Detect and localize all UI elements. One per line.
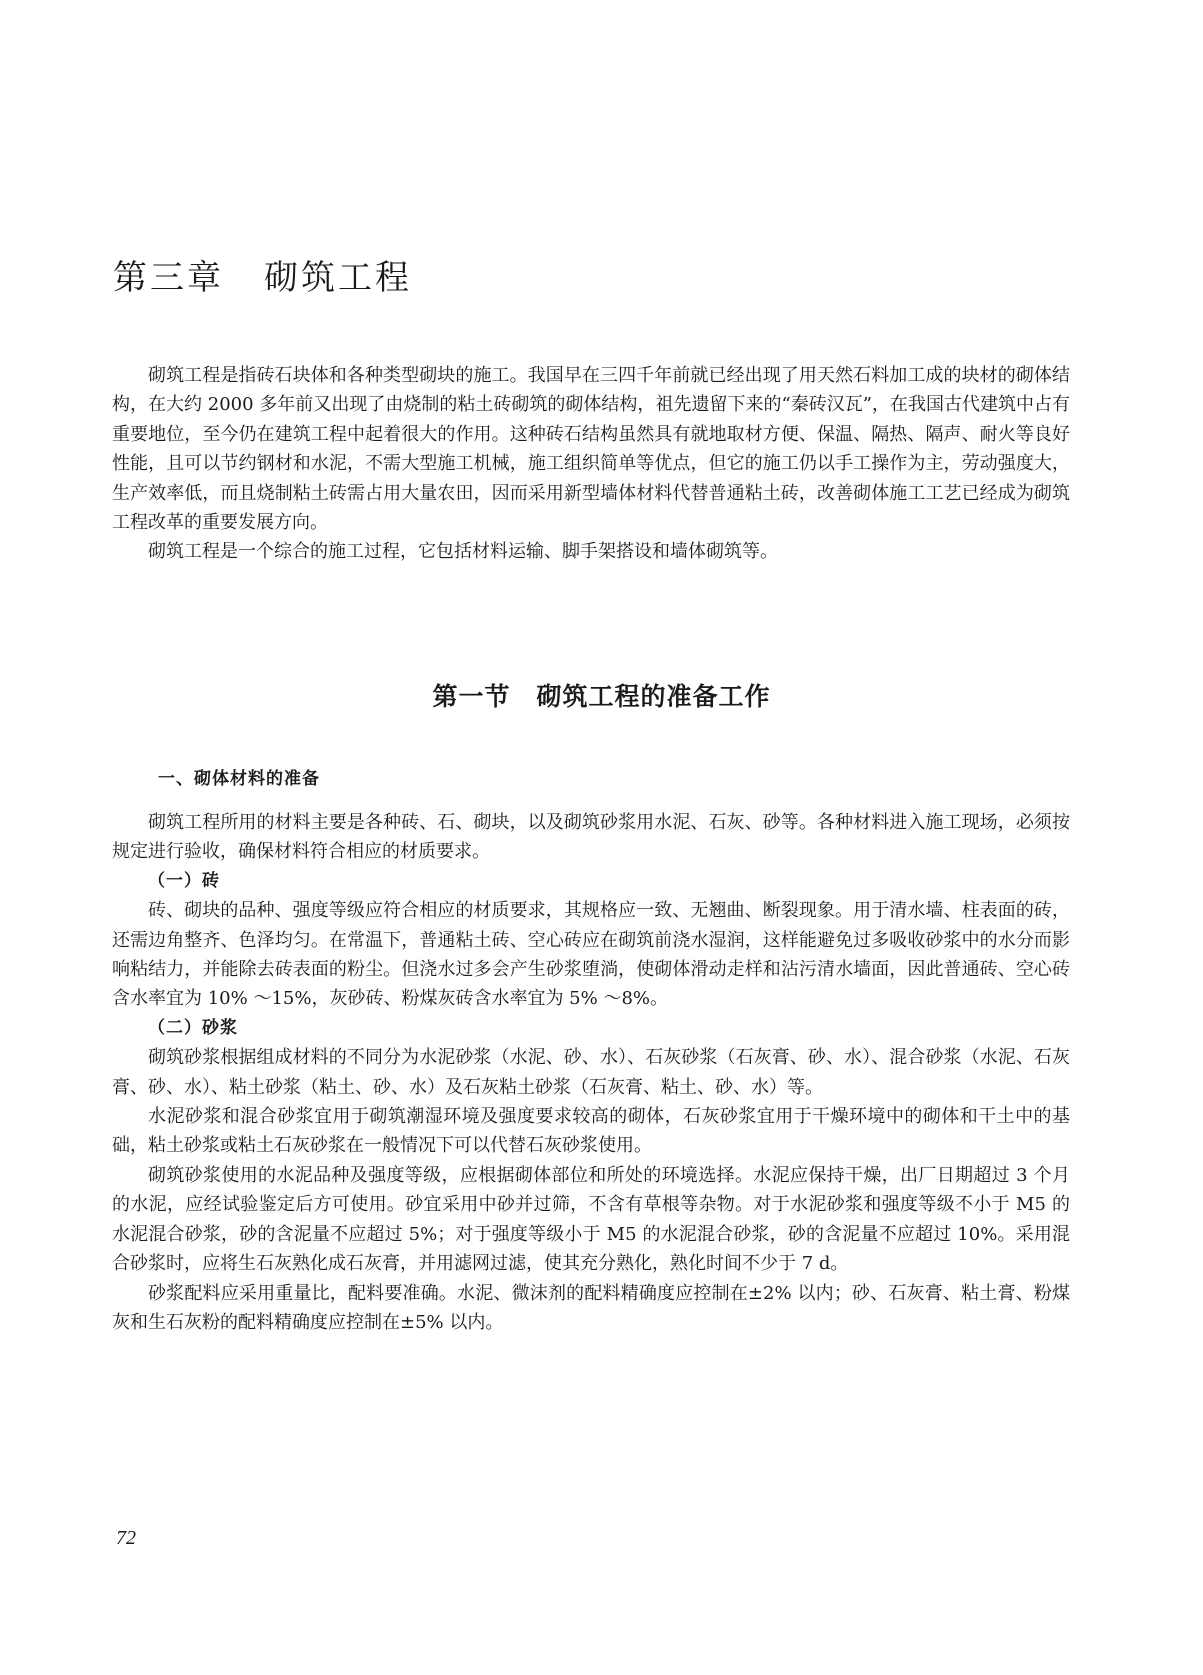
section-name: 砌筑工程的准备工作 xyxy=(536,682,771,711)
section-number: 第一节 xyxy=(432,682,511,711)
chapter-number: 第三章 xyxy=(113,258,224,298)
section-title xyxy=(0,677,1203,713)
mortar-paragraph: 砌筑砂浆使用的水泥品种及强度等级，应根据砌体部位和所处的环境选择。水泥应保持干燥，出厂日期超过 3 个月的水泥，应经试验鉴定后方可使用。砂宜采用中砂并过筛，不含有草根等杂物。对于水泥砂浆和强度等级不小于 M5 的水泥混合砂浆，砂的含泥量不应超过 5%；对于强度等级小于 M5 的水泥混合砂浆，砂的含泥量不应超过 10%。采用混合砂浆时，应将生石灰熟化成石灰膏，并用滤网过滤，使其充分熟化，熟化时间不少于 7 d。 xyxy=(112,1164,1070,1275)
mortar-paragraph: 砌筑砂浆根据组成材料的不同分为水泥砂浆（水泥、砂、水）、石灰砂浆（石灰膏、砂、水）、混合砂浆（水泥、石灰膏、砂、水）、粘土砂浆（粘土、砂、水）及石灰粘土砂浆（石灰膏、粘土、砂、水）等。 xyxy=(112,1047,1070,1098)
chapter-name: 砌筑工程 xyxy=(264,258,412,298)
mortar-paragraph: 水泥砂浆和混合砂浆宜用于砌筑潮湿环境及强度要求较高的砌体，石灰砂浆宜用于干燥环境中的砌体和干土中的基础，粘土砂浆或粘土石灰砂浆在一般情况下可以代替石灰砂浆使用。 xyxy=(112,1106,1070,1157)
brick-heading: （一）砖 xyxy=(148,870,220,891)
materials-paragraph: 砌筑工程所用的材料主要是各种砖、石、砌块，以及砌筑砂浆用水泥、石灰、砂等。各种材料进入施工现场，必须按规定进行验收，确保材料符合相应的材质要求。 xyxy=(112,812,1070,863)
intro-paragraph: 砌筑工程是指砖石块体和各种类型砌块的施工。我国早在三四千年前就已经出现了用天然石料加工成的块材的砌体结构，在大约 2000 多年前又出现了由烧制的粘土砖砌筑的砌体结构，祖先遗留下来的“秦砖汉瓦”，在我国古代建筑中占有重要地位，至今仍在建筑工程中起着很大的作用。这种砖石结构虽然具有就地取材方便、保温、隔热、隔声、耐火等良好性能，且可以节约钢材和水泥，不需大型施工机械，施工组织简单等优点，但它的施工仍以手工操作为主，劳动强度大，生产效率低，而且烧制粘土砖需占用大量农田，因而采用新型墙体材料代替普通粘土砖，改善砌体施工工艺已经成为砌筑工程改革的重要发展方向。 xyxy=(112,365,1070,534)
chapter-title xyxy=(113,250,412,299)
chapter-intro xyxy=(112,361,1070,567)
mortar-paragraph: 砂浆配料应采用重量比，配料要准确。水泥、微沫剂的配料精确度应控制在±2% 以内；砂、石灰膏、粘土膏、粉煤灰和生石灰粉的配料精确度应控制在±5% 以内。 xyxy=(112,1282,1070,1333)
intro-paragraph: 砌筑工程是一个综合的施工过程，它包括材料运输、脚手架搭设和墙体砌筑等。 xyxy=(148,541,778,563)
subsection-heading: 一、砌体材料的准备 xyxy=(158,769,320,789)
page-number: 72 xyxy=(116,1527,136,1549)
brick-paragraph: 砖、砌块的品种、强度等级应符合相应的材质要求，其规格应一致、无翘曲、断裂现象。用于清水墙、柱表面的砖，还需边角整齐、色泽均匀。在常温下，普通粘土砖、空心砖应在砌筑前浇水湿润，这样能避免过多吸收砂浆中的水分而影响粘结力，并能除去砖表面的粉尘。但浇水过多会产生砂浆堕淌，使砌体滑动走样和沾污清水墙面，因此普通砖、空心砖含水率宜为 10% ～15%，灰砂砖、粉煤灰砖含水率宜为 5% ～8%。 xyxy=(112,900,1070,1010)
mortar-heading: （二）砂浆 xyxy=(148,1017,238,1038)
section-body xyxy=(112,808,1070,1337)
